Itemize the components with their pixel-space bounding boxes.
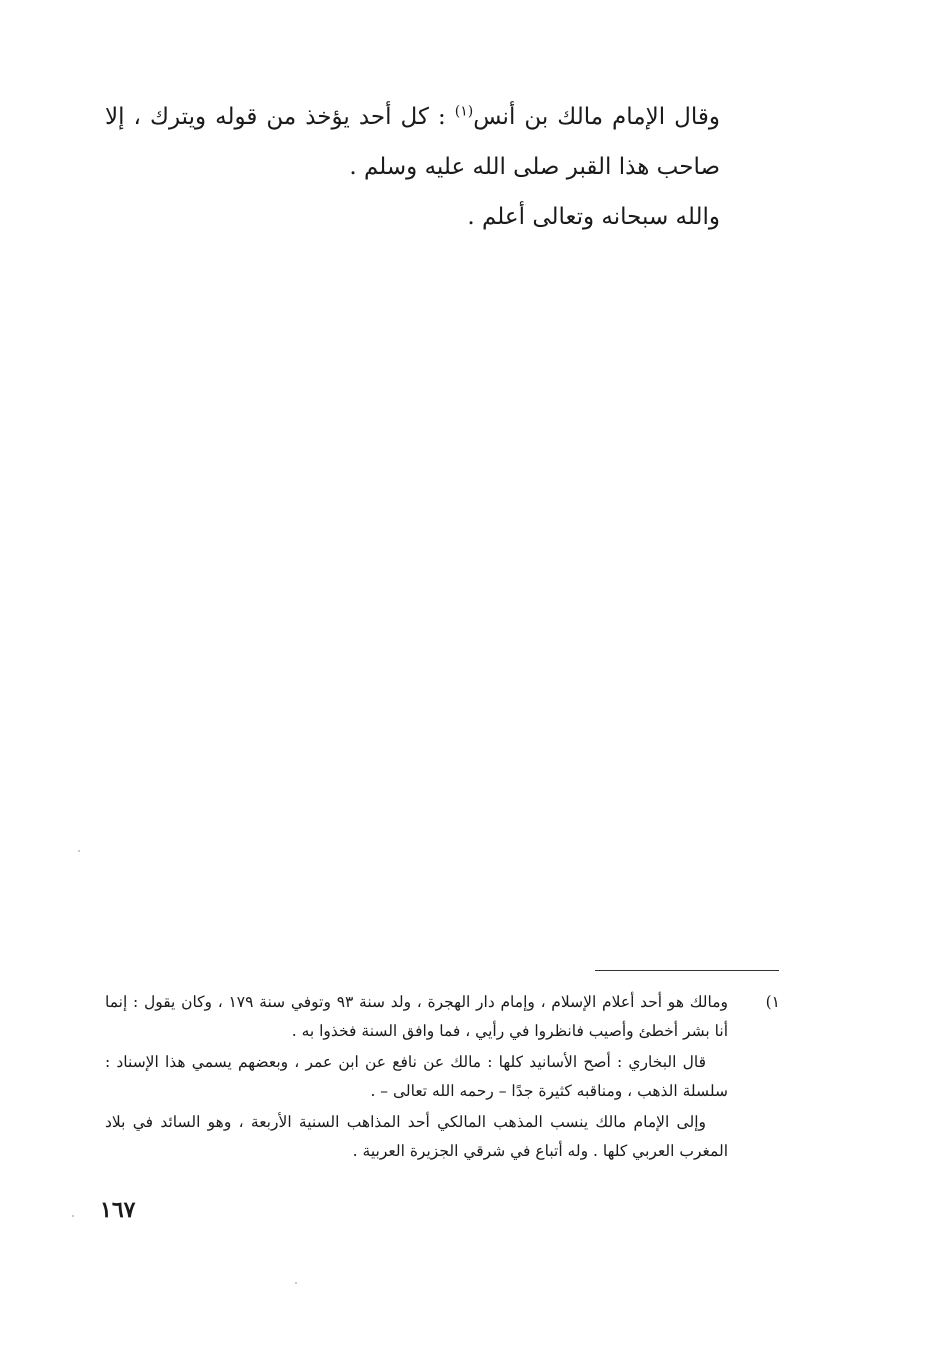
main-paragraph-1-rest: : كل أحد يؤخذ من قوله ويترك ، إلا صاحب هذا القبر صلى الله عليه وسلم . xyxy=(105,104,720,180)
footnotes xyxy=(105,988,780,1166)
scan-speck xyxy=(295,1282,297,1284)
footnote-1-paragraph-2-text: قال البخاري : أصح الأسانيد كلها : مالك عن نافع عن ابن عمر ، وبعضهم يسمي هذا الإسناد : سلسلة الذهب ، ومناقبه كثيرة جدًا – رحمه الله تعالى – . xyxy=(105,1053,728,1100)
footnote-1-paragraph-1: ومالك هو أحد أعلام الإسلام ، وإمام دار الهجرة ، ولد سنة ٩٣ وتوفي سنة ١٧٩ ، وكان يقول : إنما أنا بشر أخطئ وأصيب فانظروا في رأيي ، فما وافق السنة فخذوا به . xyxy=(105,993,728,1040)
main-text xyxy=(105,92,780,242)
page-number: ١٦٧ xyxy=(100,1197,136,1223)
main-paragraph-1-start: وقال الإمام مالك بن أنس xyxy=(473,104,720,130)
footnote-1-paragraph-3 xyxy=(105,1108,780,1166)
scan-speck xyxy=(78,850,80,852)
footnote-1 xyxy=(105,988,780,1046)
scan-speck xyxy=(72,1215,74,1217)
footnote-separator xyxy=(595,970,779,971)
footnote-1-paragraph-3-text: وإلى الإمام مالك ينسب المذهب المالكي أحد المذاهب السنية الأربعة ، وهو السائد في بلاد المغرب العربي كلها . وله أتباع في شرقي الجزيرة العربية . xyxy=(105,1113,728,1160)
footnote-1-paragraph-2 xyxy=(105,1048,780,1106)
main-paragraph-2: والله سبحانه وتعالى أعلم . xyxy=(467,204,720,230)
footnote-marker: ١) xyxy=(765,993,780,1011)
footnote-reference[interactable]: (١) xyxy=(454,103,474,120)
main-paragraph-1 xyxy=(105,92,780,192)
